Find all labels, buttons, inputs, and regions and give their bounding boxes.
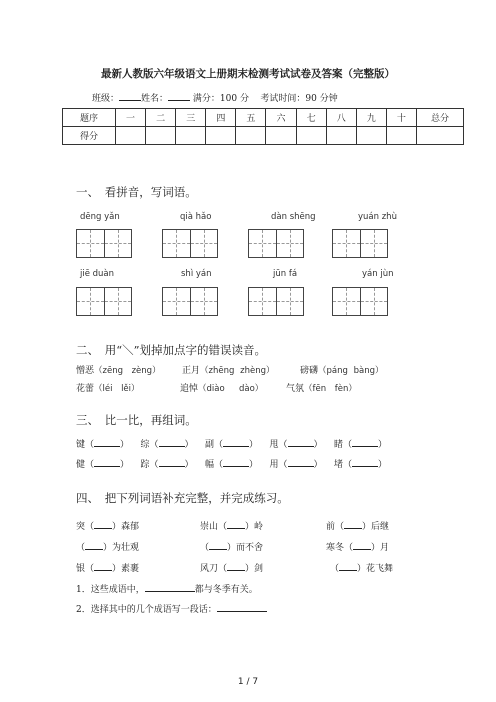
idiom-blank[interactable] [94, 519, 112, 529]
header-cell: 十 [386, 109, 416, 127]
exam-info [92, 91, 338, 104]
header-cell: 一 [116, 109, 146, 127]
idiom-blank[interactable] [227, 561, 245, 571]
bracket-close: ） [249, 440, 259, 450]
idiom-item [76, 540, 139, 553]
idiom-prefix: 寒冬（ [326, 543, 354, 553]
bracket-open: （ [343, 440, 353, 450]
idiom-item [76, 519, 139, 532]
writing-box[interactable] [332, 229, 388, 258]
reading-item [76, 363, 161, 376]
idiom-suffix: ）岭 [245, 522, 264, 532]
idiom-suffix: ）花飞舞 [357, 564, 394, 574]
score-table-header-row [63, 109, 464, 127]
idiom-item [326, 540, 389, 553]
bracket-close: ） [184, 460, 194, 470]
pinyin-label: yán jùn [362, 269, 394, 279]
header-cell: 总分 [417, 109, 464, 127]
exam-time: 考试时间：90 分钟 [260, 94, 338, 104]
score-cell[interactable] [266, 127, 296, 145]
idiom-blank[interactable] [339, 561, 357, 571]
score-cell[interactable] [296, 127, 326, 145]
score-cell[interactable] [326, 127, 356, 145]
bracket-close: ） [313, 460, 323, 470]
reading-option[interactable]: （zhēng [200, 366, 235, 376]
compare-char: 综 [140, 440, 150, 450]
idiom-prefix: （ [200, 543, 210, 553]
bracket-open: （ [149, 460, 159, 470]
answer-blank[interactable] [223, 457, 249, 467]
idiom-suffix: ）素裹 [112, 564, 140, 574]
bracket-open: （ [278, 460, 288, 470]
reading-word: 正月 [182, 366, 201, 376]
bracket-open: （ [343, 460, 353, 470]
idiom-item [330, 561, 393, 574]
reading-option[interactable]: （zēng [94, 366, 123, 376]
compare-char: 副 [205, 440, 215, 450]
reading-option[interactable]: bàng） [353, 366, 384, 376]
writing-box[interactable] [248, 287, 304, 316]
idiom-blank[interactable] [209, 540, 227, 550]
pinyin-label: qià hǎo [180, 212, 212, 222]
header-cell: 三 [176, 109, 206, 127]
header-cell: 八 [326, 109, 356, 127]
pinyin-label: jiē duàn [80, 269, 115, 279]
answer-blank[interactable] [288, 457, 314, 467]
section-3-heading: 三、 比一比，再组词。 [76, 413, 197, 427]
reading-option[interactable]: fèn） [334, 384, 357, 394]
idiom-suffix: ）森郁 [112, 522, 140, 532]
bracket-open: （ [278, 440, 288, 450]
reading-option[interactable]: dào） [239, 384, 264, 394]
answer-blank[interactable] [159, 437, 185, 447]
reading-word: 追悼 [180, 384, 199, 394]
reading-word: 磅礴 [300, 366, 319, 376]
reading-option[interactable]: （páng [318, 366, 348, 376]
class-blank [119, 91, 141, 101]
header-cell: 六 [266, 109, 296, 127]
bracket-open: （ [214, 440, 224, 450]
writing-box[interactable] [76, 229, 132, 258]
idiom-prefix: （ [330, 564, 340, 574]
compare-char: 堵 [334, 460, 344, 470]
bracket-close: ） [313, 440, 323, 450]
compare-char: 甩 [269, 440, 279, 450]
idiom-suffix: ）后继 [362, 522, 390, 532]
bracket-open: （ [85, 460, 95, 470]
writing-box[interactable] [332, 287, 388, 316]
question-1 [76, 582, 258, 595]
idiom-prefix: 银（ [76, 564, 95, 574]
question-1-blank[interactable] [145, 582, 195, 592]
score-cell[interactable] [356, 127, 386, 145]
pinyin-label: shì yán [181, 269, 212, 279]
reading-word: 憎恶 [76, 366, 95, 376]
pinyin-label: dēng yǎn [80, 212, 120, 222]
idiom-suffix: ）而不舍 [227, 543, 264, 553]
score-cell[interactable] [176, 127, 206, 145]
idiom-blank[interactable] [227, 519, 245, 529]
answer-blank[interactable] [352, 457, 378, 467]
reading-option[interactable]: lěi） [121, 384, 140, 394]
bracket-open: （ [149, 440, 159, 450]
class-label: 班级： [92, 94, 120, 104]
idiom-prefix: 前（ [326, 522, 345, 532]
answer-blank[interactable] [94, 437, 120, 447]
reading-item [76, 381, 140, 394]
writing-box[interactable] [162, 229, 218, 258]
idiom-prefix: 崇山（ [200, 522, 228, 532]
idiom-suffix: ）月 [371, 543, 390, 553]
bracket-close: ） [378, 460, 388, 470]
writing-box[interactable] [76, 287, 132, 316]
reading-item [180, 381, 263, 394]
compare-char: 幅 [205, 460, 215, 470]
compare-char: 睹 [334, 440, 344, 450]
reading-option[interactable]: zhèng） [240, 366, 275, 376]
section-4-heading: 四、 把下列词语补充完整，并完成练习。 [76, 491, 289, 505]
pinyin-label: dàn shēng [271, 212, 316, 222]
idiom-item [76, 561, 139, 574]
compare-char: 踪 [140, 460, 150, 470]
compare-row-1 [76, 437, 387, 450]
bracket-close: ） [378, 440, 388, 450]
header-cell: 七 [296, 109, 326, 127]
bracket-open: （ [85, 440, 95, 450]
name-label: 姓名： [141, 94, 169, 104]
page-number: 1 / 7 [237, 677, 259, 687]
question-1-prefix: 1．这些成语中， [76, 585, 145, 595]
full-score: 满分：100 分 [192, 94, 249, 104]
reading-word: 气氛 [286, 384, 305, 394]
name-blank [168, 91, 190, 101]
score-cell[interactable] [386, 127, 416, 145]
question-2-blank[interactable] [217, 602, 267, 612]
score-row-label: 得分 [63, 127, 116, 145]
compare-char: 健 [76, 460, 86, 470]
pinyin-label: jūn fá [273, 269, 298, 279]
idiom-item [200, 561, 263, 574]
header-cell: 四 [206, 109, 236, 127]
score-cell[interactable] [116, 127, 146, 145]
bracket-open: （ [214, 460, 224, 470]
compare-char: 用 [269, 460, 279, 470]
writing-grid-row-2 [0, 287, 496, 317]
idiom-blank[interactable] [85, 540, 103, 550]
idiom-blank[interactable] [344, 519, 362, 529]
answer-blank[interactable] [352, 437, 378, 447]
question-2 [76, 602, 267, 615]
reading-option[interactable]: （fēn [304, 384, 327, 394]
bracket-close: ） [120, 440, 130, 450]
idiom-suffix: ）为壮观 [103, 543, 140, 553]
idiom-prefix: 风刀（ [200, 564, 228, 574]
score-cell[interactable] [236, 127, 266, 145]
section-2-heading: 二、 用“＼”划掉加点字的错误读音。 [76, 343, 267, 357]
score-cell[interactable] [206, 127, 236, 145]
idiom-suffix: ）剑 [245, 564, 264, 574]
idiom-item [326, 519, 389, 532]
bracket-close: ） [120, 460, 130, 470]
idiom-item [200, 519, 263, 532]
header-cell: 五 [236, 109, 266, 127]
reading-option[interactable]: （diào [198, 384, 225, 394]
bracket-close: ） [249, 460, 259, 470]
reading-item [182, 363, 275, 376]
idiom-blank[interactable] [353, 540, 371, 550]
reading-option[interactable]: zèng） [131, 366, 161, 376]
header-cell: 九 [356, 109, 386, 127]
header-cell: 题序 [63, 109, 116, 127]
bracket-close: ） [184, 440, 194, 450]
score-cell[interactable] [146, 127, 176, 145]
idiom-prefix: （ [76, 543, 86, 553]
answer-blank[interactable] [223, 437, 249, 447]
answer-blank[interactable] [159, 457, 185, 467]
compare-char: 键 [76, 440, 86, 450]
question-2-text: 2．选择其中的几个成语写一段话： [76, 605, 217, 615]
reading-word: 花蕾 [76, 384, 95, 394]
reading-option[interactable]: （léi [94, 384, 113, 394]
answer-blank[interactable] [94, 457, 120, 467]
score-table [62, 108, 464, 145]
idiom-blank[interactable] [94, 561, 112, 571]
writing-grid-row-1 [0, 229, 496, 259]
header-cell: 二 [146, 109, 176, 127]
compare-row-2 [76, 457, 387, 470]
reading-item [300, 363, 384, 376]
writing-box[interactable] [162, 287, 218, 316]
answer-blank[interactable] [288, 437, 314, 447]
idiom-prefix: 突（ [76, 522, 95, 532]
score-table-score-row [63, 127, 464, 145]
section-1-heading: 一、 看拼音，写词语。 [76, 185, 197, 199]
reading-item [286, 381, 357, 394]
page-title: 最新人教版六年级语文上册期末检测考试试卷及答案（完整版） [101, 68, 395, 80]
pinyin-label: yuán zhù [358, 212, 397, 222]
score-cell[interactable] [417, 127, 464, 145]
question-1-suffix: 都与冬季有关。 [194, 585, 258, 595]
idiom-item [200, 540, 263, 553]
writing-box[interactable] [248, 229, 304, 258]
